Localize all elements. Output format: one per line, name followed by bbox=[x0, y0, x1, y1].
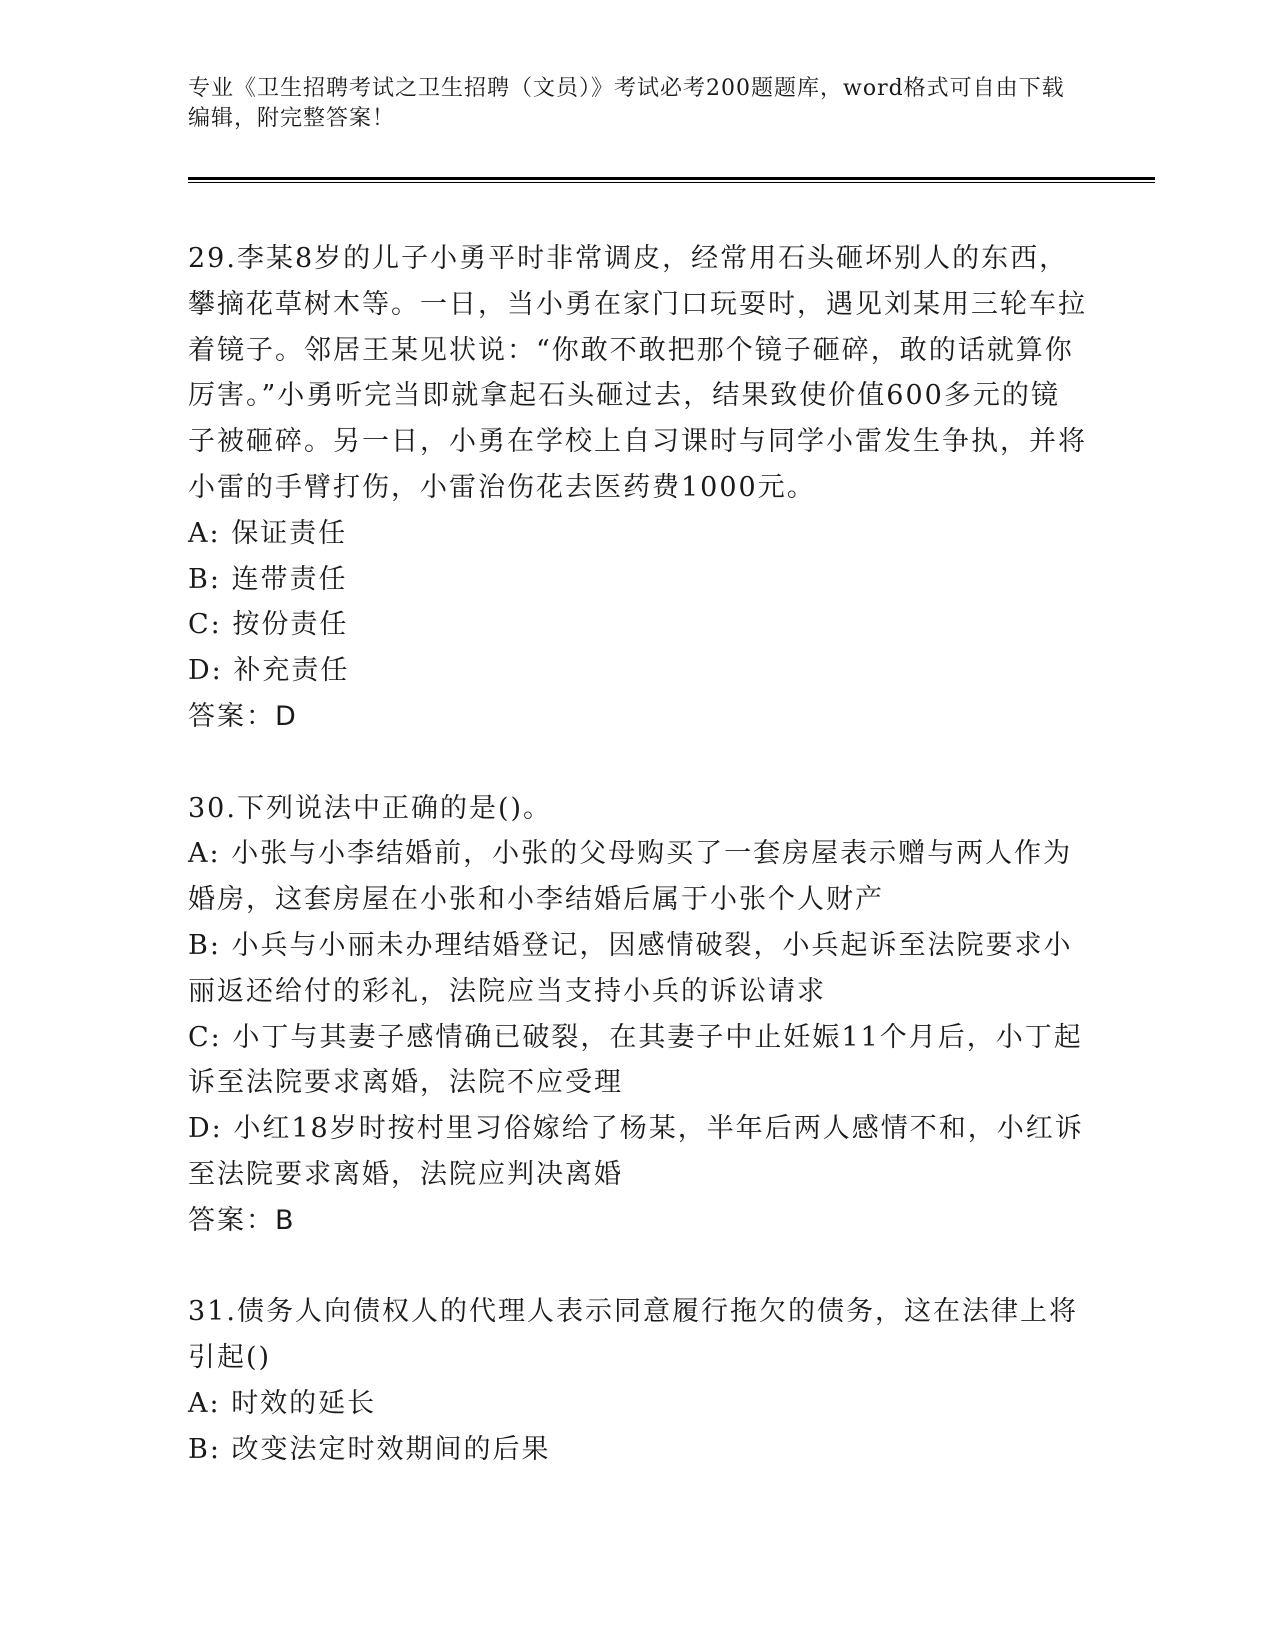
answer-label: 答案 ： bbox=[188, 1205, 275, 1236]
option-key: D : bbox=[188, 655, 233, 686]
answer-line bbox=[188, 694, 1088, 740]
option-text: 按份责任 bbox=[232, 609, 349, 641]
question-number: 31 . bbox=[188, 1296, 237, 1327]
question-stem: 下列说法中正确的是()。 bbox=[236, 792, 553, 824]
option-a bbox=[188, 831, 1088, 923]
question-text bbox=[188, 1289, 1088, 1381]
answer-value: B bbox=[275, 1204, 296, 1236]
question-30 bbox=[188, 786, 1088, 1244]
option-text: 补充责任 bbox=[233, 655, 350, 687]
option-key: C : bbox=[188, 1022, 232, 1053]
question-text bbox=[188, 786, 1088, 832]
document-header: 专业《卫生招聘考试之卫生招聘（文员）》考试必考200题题库，word格式可自由下载编辑，附完整答案！ bbox=[188, 76, 1065, 131]
option-text: 时效的延长 bbox=[231, 1387, 377, 1419]
option-text: 连带责任 bbox=[231, 563, 348, 595]
question-31 bbox=[188, 1289, 1088, 1472]
option-key: C : bbox=[188, 609, 232, 640]
header-divider-thin bbox=[188, 182, 1155, 183]
option-key: B : bbox=[188, 564, 232, 595]
question-number: 30 . bbox=[188, 793, 237, 824]
answer-line bbox=[188, 1198, 1088, 1244]
question-stem: 债务人向债权人的代理人表示同意履行拖欠的债务，这在法律上将引起() bbox=[188, 1296, 1078, 1374]
option-a bbox=[188, 511, 1088, 557]
option-c bbox=[188, 1015, 1088, 1107]
option-text: 改变法定时效期间的后果 bbox=[231, 1433, 551, 1465]
question-stem: 李某8岁的儿子小勇平时非常调皮，经常用石头砸坏别人的东西，攀摘花草树木等。一日，当小勇在家门口玩耍时，遇见刘某用三轮车拉着镜子。邻居王某见状说：“你敢不敢把那个镜子砸碎，敢的话就算你厉害。”小勇听完当即就拿起石头砸过去，结果致使价值600多元的镜子被砸碎。另一日，小勇在学校上自习课时与同学小雷发生争执，并将小雷的手臂打伤，小雷治伤花去医药费1000元。 bbox=[188, 243, 1087, 503]
question-number: 29 . bbox=[188, 243, 237, 274]
option-text: 保证责任 bbox=[231, 517, 348, 549]
option-key: A : bbox=[188, 1388, 231, 1419]
option-b bbox=[188, 923, 1088, 1015]
option-b bbox=[188, 1427, 1088, 1473]
option-d bbox=[188, 648, 1088, 694]
option-text: 小张与小李结婚前，小张的父母购买了一套房屋表示赠与两人作为婚房，这套房屋在小张和小李结婚后属于小张个人财产 bbox=[188, 838, 1073, 916]
question-29 bbox=[188, 236, 1088, 740]
option-key: B : bbox=[188, 930, 232, 961]
option-text: 小兵与小丽未办理结婚登记，因感情破裂，小兵起诉至法院要求小丽返还给付的彩礼，法院应当支持小兵的诉讼请求 bbox=[188, 929, 1073, 1007]
option-text: 小红18岁时按村里习俗嫁给了杨某，半年后两人感情不和，小红诉至法院要求离婚，法院应判决离婚 bbox=[188, 1113, 1084, 1190]
answer-value: D bbox=[275, 700, 298, 732]
option-key: D : bbox=[188, 1113, 233, 1144]
option-key: A : bbox=[188, 838, 231, 869]
option-a bbox=[188, 1381, 1088, 1427]
option-b bbox=[188, 557, 1088, 603]
option-text: 小丁与其妻子感情确已破裂，在其妻子中止妊娠11个月后，小丁起诉至法院要求离婚，法院不应受理 bbox=[188, 1021, 1083, 1099]
answer-label: 答案 ： bbox=[188, 701, 275, 732]
option-c bbox=[188, 602, 1088, 648]
header-divider-thick bbox=[188, 177, 1155, 180]
option-key: B : bbox=[188, 1434, 232, 1465]
question-list bbox=[188, 236, 1088, 1518]
question-text bbox=[188, 236, 1088, 511]
option-key: A : bbox=[188, 518, 231, 549]
option-d bbox=[188, 1106, 1088, 1198]
